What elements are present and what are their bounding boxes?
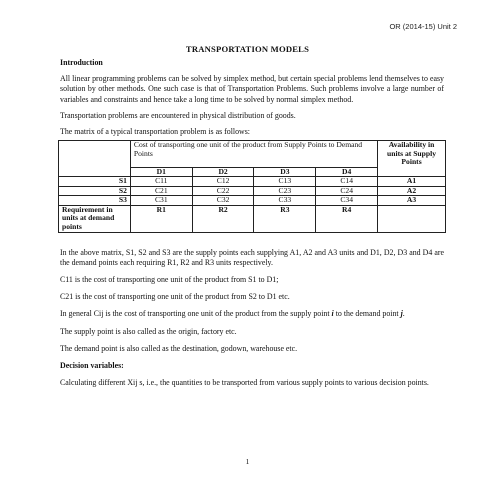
document-body [60, 58, 444, 388]
availability-cell: A1 [378, 177, 446, 187]
demand-point: D3 [254, 167, 316, 177]
paragraph-matrix-intro: The matrix of a typical transportation problem is as follows: [60, 127, 250, 137]
cost-header-cell: Cost of transporting one unit of the product from Supply Points to Demand Points [130, 141, 377, 167]
demand-point: D2 [192, 167, 254, 177]
page-number: 1 [245, 457, 250, 466]
cost-cell: C33 [254, 196, 316, 206]
table-row [59, 196, 446, 206]
table-row [59, 177, 446, 187]
paragraph-demand-point: The demand point is also called as the destination, godown, warehouse etc. [60, 343, 298, 353]
requirement-cell: R1 [130, 205, 192, 232]
paragraph-c21: C21 is the cost of transporting one unit of the product from S2 to D1 etc. [60, 292, 290, 302]
table-row [59, 186, 446, 196]
supply-point: S2 [59, 186, 131, 196]
availability-cell: A3 [378, 196, 446, 206]
requirement-row [59, 205, 446, 232]
paragraph-matrix-explained: In the above matrix, S1, S2 and S3 are the supply points each supplying A1, A2 and A3 units and D1, D2, D3 and D4 are the demand points each requiring R1, R2 and R3 units respectively. [60, 247, 444, 267]
demand-point: D4 [316, 167, 378, 177]
cost-cell: C22 [192, 186, 254, 196]
requirement-cell: R2 [192, 205, 254, 232]
cost-cell: C13 [254, 177, 316, 187]
table-corner-cell [59, 141, 131, 167]
transportation-matrix-table [58, 140, 446, 232]
italic-i: i [331, 309, 334, 319]
cost-cell: C34 [316, 196, 378, 206]
paragraph-decision-variables: Calculating different Xij s, i.e., the quantities to be transported from various supply points to various decision points. [60, 378, 429, 388]
italic-j: j [400, 309, 403, 319]
cost-cell: C21 [130, 186, 192, 196]
availability-header-cell: Availability in units at Supply Points [378, 141, 446, 167]
paragraph-supply-point: The supply point is also called as the origin, factory etc. [60, 326, 237, 336]
intro-heading: Introduction [60, 58, 103, 67]
page-title: TRANSPORTATION MODELS [185, 44, 310, 54]
table-header-row [59, 141, 446, 167]
paragraph-encountered: Transportation problems are encountered in physical distribution of goods. [60, 110, 296, 120]
cost-cell: C32 [192, 196, 254, 206]
requirement-label: Requirement in units at demand points [59, 205, 131, 232]
demand-points-row [59, 167, 446, 177]
cost-cell: C24 [316, 186, 378, 196]
supply-point: S1 [59, 177, 131, 187]
cost-cell: C31 [130, 196, 192, 206]
paragraph-c11: C11 is the cost of transporting one unit of the product from S1 to D1; [60, 275, 279, 285]
demand-point: D1 [130, 167, 192, 177]
cost-cell: C14 [316, 177, 378, 187]
cost-cell: C11 [130, 177, 192, 187]
paragraph-intro: All linear programming problems can be solved by simplex method, but certain special problems lend themselves to easy solution by other methods. One such case is that of Transportation Problems. Such problems involve a large number of variables and constraints and hence take a long time to be solved by normal simplex method. [60, 74, 444, 104]
paragraph-general-cij: In general Cij is the cost of transporting one unit of the product from the supply point i to the demand point j. [60, 309, 405, 319]
cost-cell: C23 [254, 186, 316, 196]
requirement-cell: R3 [254, 205, 316, 232]
availability-cell: A2 [378, 186, 446, 196]
supply-point: S3 [59, 196, 131, 206]
decision-heading: Decision variables: [60, 361, 124, 371]
running-head: OR (2014-15) Unit 2 [389, 22, 457, 31]
requirement-cell: R4 [316, 205, 378, 232]
cost-cell: C12 [192, 177, 254, 187]
